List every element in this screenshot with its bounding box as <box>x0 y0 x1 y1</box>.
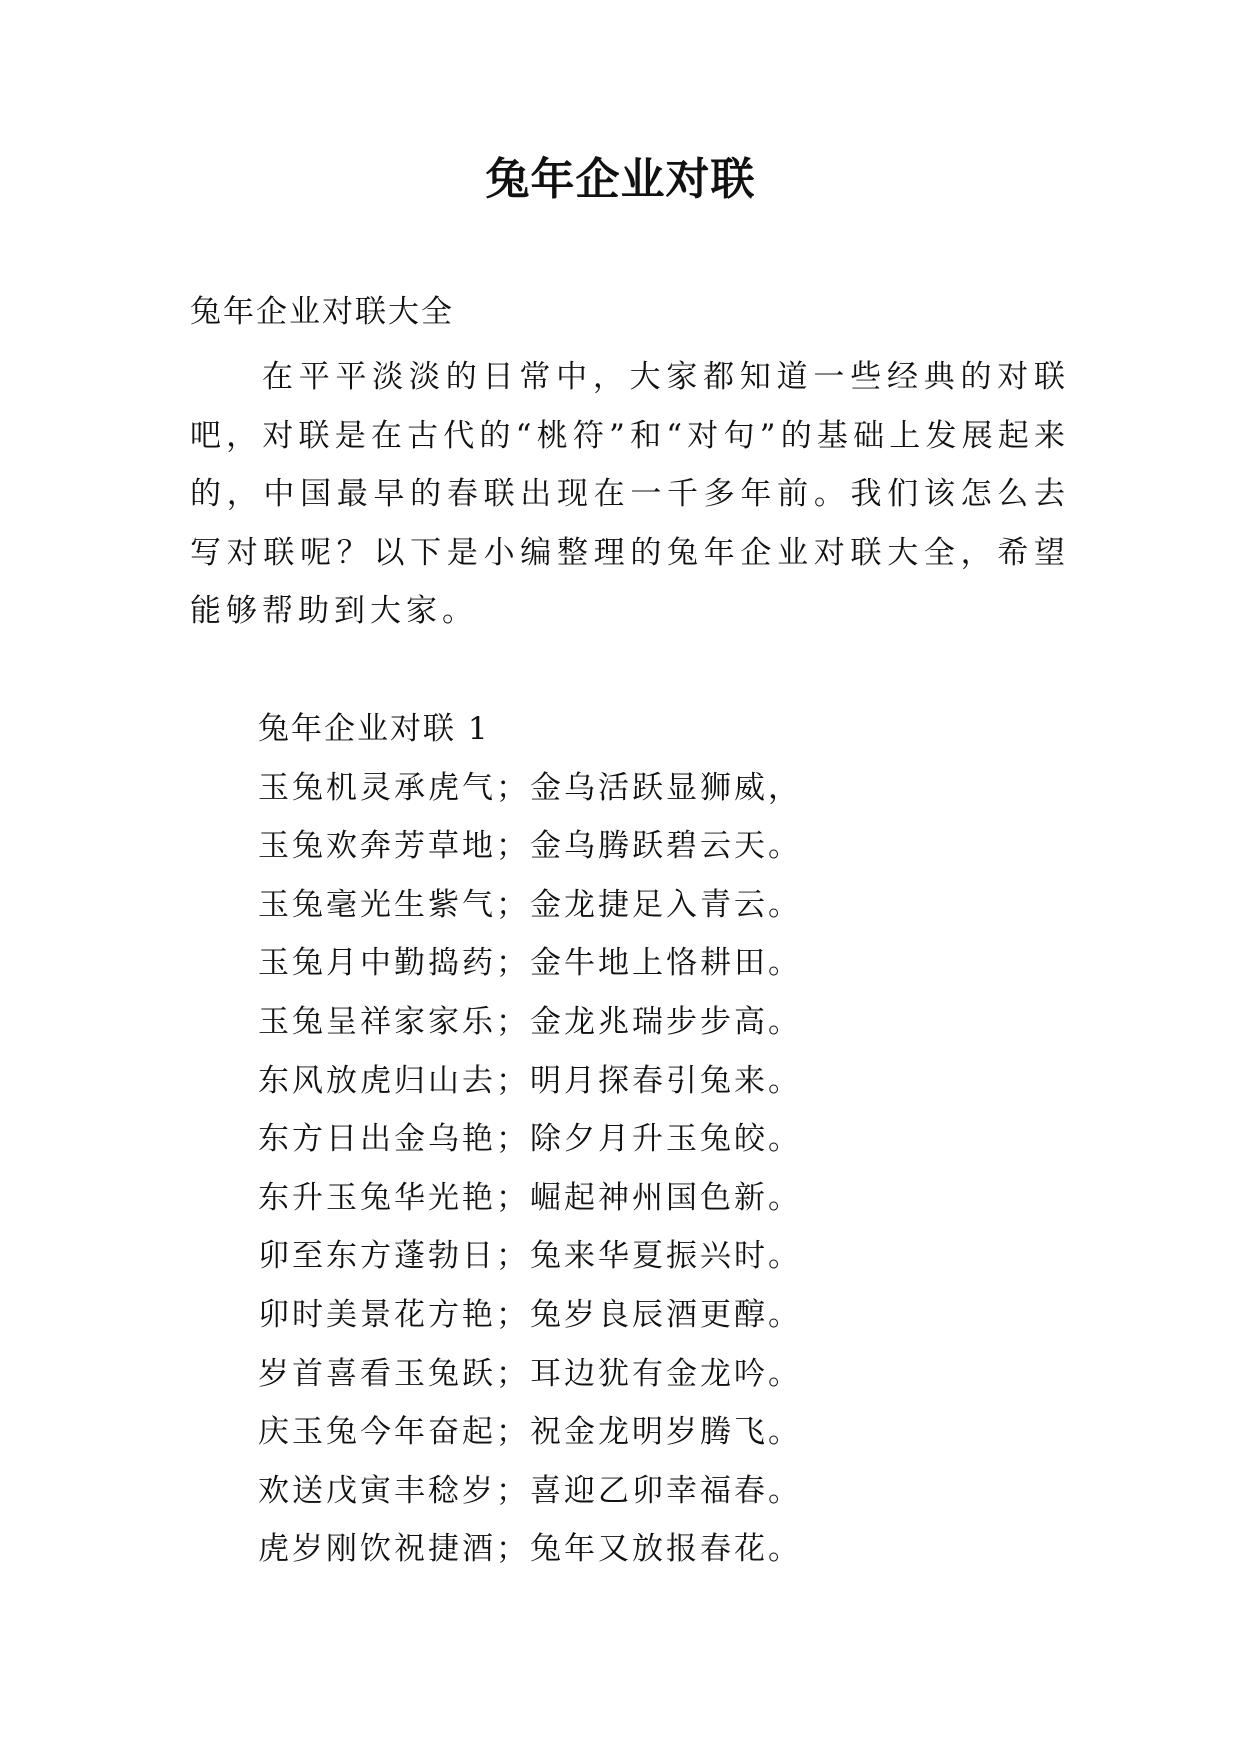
couplet-line: 卯时美景花方艳；兔岁良辰酒更醇。 <box>258 1296 802 1333</box>
document-title: 兔年企业对联 <box>485 154 756 205</box>
couplet-line: 玉兔毫光生紫气；金龙捷足入青云。 <box>258 886 802 923</box>
couplet-line: 玉兔欢奔芳草地；金乌腾跃碧云天。 <box>258 828 802 865</box>
couplet-section <box>258 700 1058 1579</box>
couplet-line: 虎岁刚饮祝捷酒；兔年又放报春花。 <box>258 1531 802 1568</box>
couplet-line: 玉兔呈祥家家乐；金龙兆瑞步步高。 <box>258 1003 802 1040</box>
couplet-line: 卯至东方蓬勃日；兔来华夏振兴时。 <box>258 1238 802 1275</box>
couplet-line: 东方日出金乌艳；除夕月升玉兔皎。 <box>258 1121 802 1158</box>
couplet-line: 玉兔机灵承虎气；金乌活跃显狮威， <box>258 769 802 806</box>
document-subtitle: 兔年企业对联大全 <box>190 294 454 330</box>
couplet-line: 东升玉兔华光艳；崛起神州国色新。 <box>258 1179 802 1216</box>
section-heading: 兔年企业对联 1 <box>258 711 490 747</box>
couplet-line: 玉兔月中勤捣药；金牛地上恪耕田。 <box>258 945 802 982</box>
couplet-list <box>258 759 1058 1579</box>
couplet-line: 庆玉兔今年奋起；祝金龙明岁腾飞。 <box>258 1414 802 1451</box>
couplet-line: 东风放虎归山去；明月探春引兔来。 <box>258 1062 802 1099</box>
couplet-line: 欢送戊寅丰稔岁；喜迎乙卯幸福春。 <box>258 1472 802 1509</box>
intro-paragraph: 在平平淡淡的日常中，大家都知道一些经典的对联吧，对联是在古代的“桃符”和“对句”的基础上发展起来的，中国最早的春联出现在一千多年前。我们该怎么去写对联呢？以下是小编整理的兔年企业对联大全，希望能够帮助到大家。 <box>190 359 1070 629</box>
couplet-line: 岁首喜看玉兔跃；耳边犹有金龙吟。 <box>258 1355 802 1392</box>
